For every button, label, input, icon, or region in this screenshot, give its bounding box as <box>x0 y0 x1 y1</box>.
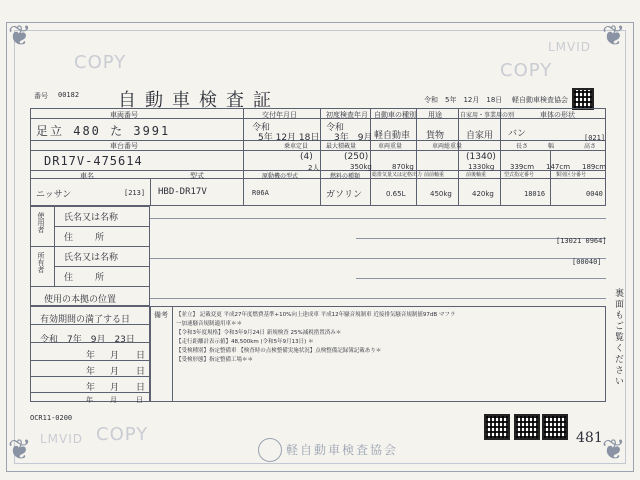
model-label: 型式 <box>190 172 204 180</box>
length-value: 339cm <box>510 163 535 171</box>
watermark-copy-3: COPY <box>96 424 149 445</box>
fuel-label: 燃料の種類 <box>330 173 361 180</box>
owner-address-label: 住所 <box>64 273 127 283</box>
corner-ornament-br: ❦ <box>602 433 626 466</box>
corner-ornament-tr: ❦ <box>602 19 626 52</box>
back-side-note: 裏面もご覧ください <box>613 288 623 387</box>
user-name-label: 氏名又は名称 <box>64 213 119 223</box>
expiry-value: 令和 7年 9月 23日 <box>40 335 135 345</box>
remarks-line-6: 【受検形態】指定整備工場＊＊ <box>176 357 254 363</box>
use-label: 用途 <box>428 111 442 119</box>
date-row-3-year: 年 <box>86 383 96 393</box>
corner-ornament-tl: ❦ <box>8 19 32 52</box>
document-number: 00182 <box>58 91 80 99</box>
vehicle-kind-label: 自動車の種別 <box>374 111 416 119</box>
seating-label: 乗車定員 <box>284 143 309 150</box>
issuer-name: 軽自動車検査協会 <box>286 443 399 457</box>
date-row-2-year: 年 <box>86 367 96 377</box>
owner-name-label: 氏名又は名称 <box>64 253 119 263</box>
type-designation-value: 18016 <box>524 190 546 198</box>
header-issue-date: 令和 5年 12月 18日 <box>424 96 503 104</box>
max-load-value: (250) <box>344 152 369 162</box>
seating-value-2: 2人 <box>308 164 320 172</box>
width-value: 147cm <box>546 163 571 171</box>
maker-value: ニッサン <box>36 190 72 200</box>
date-row-1-year: 年 <box>86 351 96 361</box>
front-rear-axle-label: 前後軸重 <box>466 172 487 178</box>
base-location-label: 使用の本拠の位置 <box>44 295 117 305</box>
date-row-2-month: 月 <box>110 367 120 377</box>
expiry-label: 有効期間の満了する日 <box>40 315 131 325</box>
private-business-value: 自家用 <box>466 131 494 141</box>
date-row-2-day: 日 <box>136 367 146 377</box>
vehicle-weight-label: 車両重量 <box>378 143 403 150</box>
front-front-axle-label: 前前軸重 <box>424 172 445 178</box>
maker-label: 車名 <box>80 172 94 180</box>
footer-qr-code-1 <box>484 414 510 440</box>
maker-code: [213] <box>124 189 146 197</box>
header-qr-code <box>572 88 594 110</box>
height-label: 高さ <box>584 143 597 150</box>
first-reg-value: 3年 9月 <box>334 133 373 143</box>
owner-code: [00040] <box>572 258 602 266</box>
issue-era: 令和 <box>252 123 271 133</box>
user-label: 使用者 <box>37 212 45 233</box>
date-row-4-day: 日 <box>136 396 143 404</box>
date-row-3-day: 日 <box>136 383 146 393</box>
issuer-seal <box>258 438 282 462</box>
first-reg-label: 初度検査年月 <box>326 111 368 119</box>
user-address-label: 住所 <box>64 233 127 243</box>
vehicle-kind-value: 軽自動車 <box>374 131 411 141</box>
front-front-axle-value: 450kg <box>430 190 452 198</box>
watermark-copy-2: COPY <box>500 60 553 81</box>
date-row-4-month: 月 <box>110 396 117 404</box>
front-rear-axle-value: 420kg <box>472 190 494 198</box>
engine-model-value: R06A <box>252 189 269 197</box>
category-number-label: 類別区分番号 <box>556 172 587 178</box>
max-load-label: 最大積載量 <box>326 143 357 150</box>
watermark-copy-1: COPY <box>74 52 127 73</box>
first-reg-era: 令和 <box>326 123 345 133</box>
seating-value: (4) <box>300 152 313 162</box>
displacement-value: 0.65L <box>386 190 406 198</box>
issuer-label: 軽自動車検査協会 <box>512 96 568 104</box>
category-number-value: 0040 <box>586 190 603 198</box>
user-code: [13021 0964] <box>556 237 607 245</box>
body-shape-value: バン <box>508 129 527 139</box>
chassis-number-value: DR17V-475614 <box>44 154 143 168</box>
footer-qr-code-3 <box>542 414 568 440</box>
displacement-label: 総排気量又は定格出力 <box>372 172 423 178</box>
owner-label: 所有者 <box>37 252 45 273</box>
body-shape-label: 車体の形状 <box>540 111 575 119</box>
type-designation-label: 型式指定番号 <box>504 172 535 178</box>
remarks-line-4: 【走行距離計表示値】48,500km (令和5年9月13日) ＊ <box>176 339 314 345</box>
corner-ornament-bl: ❦ <box>8 433 32 466</box>
model-value: HBD-DR17V <box>158 187 207 197</box>
issue-date-value: 5年 12月 18日 <box>258 133 320 143</box>
date-row-1-month: 月 <box>110 351 120 361</box>
number-label: 番号 <box>34 92 48 100</box>
length-label: 長さ <box>516 143 529 150</box>
remarks-line-2: 一加速騒音規制適用車＊＊ <box>176 321 243 327</box>
gross-weight-value: (1340) <box>466 152 496 162</box>
vehicle-weight-value: 870kg <box>392 163 414 171</box>
fuel-value: ガソリン <box>326 190 363 200</box>
width-label: 幅 <box>548 143 555 150</box>
issue-date-label: 交付年月日 <box>262 111 297 119</box>
watermark-lmvid-2: LMVID <box>40 432 84 446</box>
remarks-line-1: 【並立】 記載変更 平成27年度燃費基準+10%向上達成車 平成12年騒音規制車 近接排気騒音規制値97dB マフラ <box>176 312 456 318</box>
height-value: 189cm <box>582 163 607 171</box>
date-row-1-day: 日 <box>136 351 146 361</box>
gross-weight-value-2: 1330kg <box>468 163 495 171</box>
remarks-line-5: 【受検種別】指定整備車 【検査時の点検整備実施状況】点検整備記録簿記載あり＊ <box>176 348 382 354</box>
use-value: 貨物 <box>426 131 445 141</box>
chassis-number-label: 車台番号 <box>110 142 138 150</box>
body-shape-code: [021] <box>584 134 606 142</box>
vehicle-number-label: 車両番号 <box>110 111 138 119</box>
footer-qr-code-2 <box>514 414 540 440</box>
page-title: 自動車検査証 <box>118 90 280 111</box>
remarks-label: 備考 <box>154 311 168 319</box>
date-row-3-month: 月 <box>110 383 120 393</box>
max-load-value-2: 350kg <box>350 163 372 171</box>
watermark-lmvid-1: LMVID <box>548 40 592 54</box>
gross-weight-label: 車両総重量 <box>432 143 463 150</box>
ocr-code: OCR11-0200 <box>30 414 73 422</box>
engine-model-label: 原動機の型式 <box>262 173 299 180</box>
handwritten-number: 481 <box>576 430 603 446</box>
remarks-line-3: 【令和3年度規格】令和3年9月24日 新規検査 25%減税措置済み＊ <box>176 330 342 336</box>
date-row-4-year: 年 <box>86 396 93 404</box>
vehicle-plate: 足立 480 た 3991 <box>36 124 171 138</box>
private-business-label: 自家用・事業用の別 <box>460 112 515 119</box>
